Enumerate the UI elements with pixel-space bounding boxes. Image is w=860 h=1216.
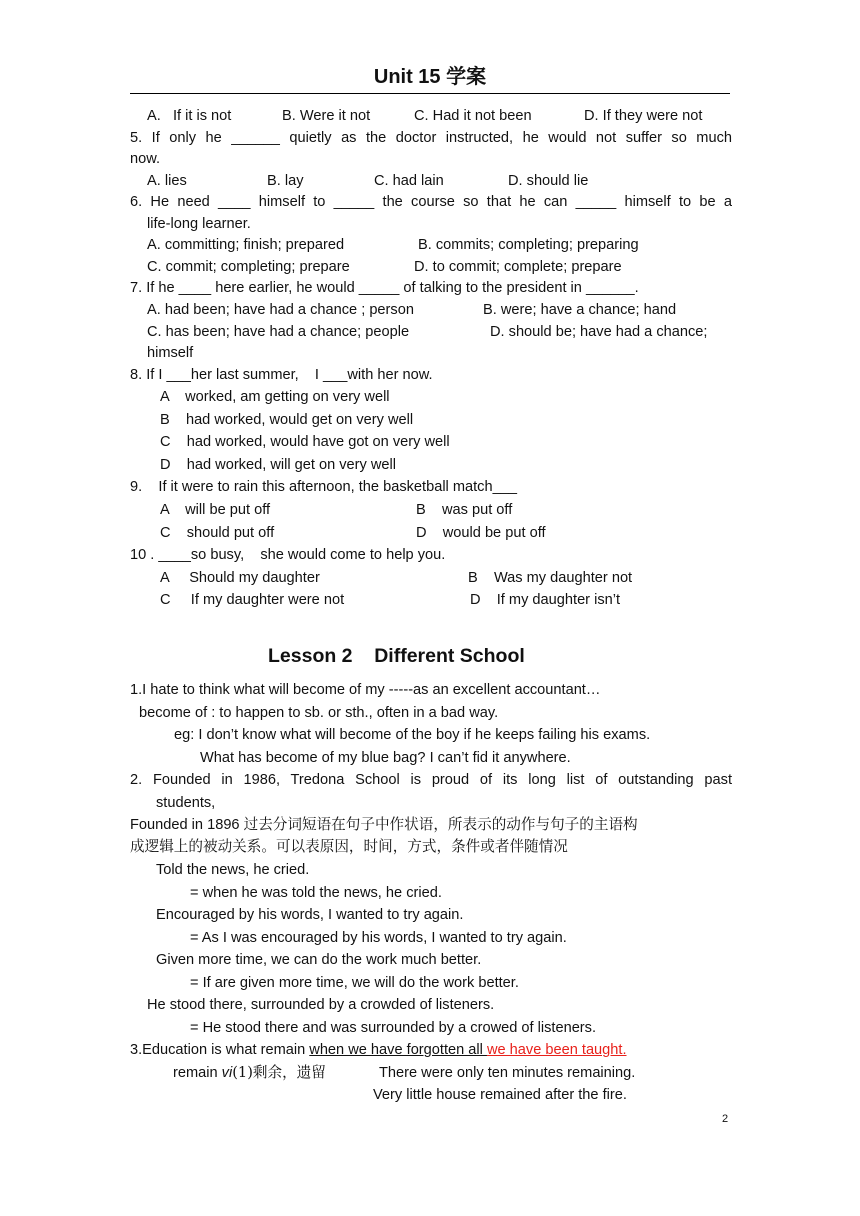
q10-stem: 10 . ____so busy, she would come to help you. — [130, 547, 446, 563]
example-1: Told the news, he cried. — [156, 862, 310, 878]
point-3-red-highlight: we have been taught. — [486, 1042, 627, 1058]
q9-stem: 9. If it were to rain this afternoon, the basketball match___ — [130, 479, 517, 495]
point-3-underlined: when we have forgotten all — [309, 1042, 487, 1058]
q9-option-a: A will be put off — [160, 502, 271, 518]
q5-option-a: A. lies — [147, 173, 187, 189]
lesson-point-1-example-1: eg: I don’t know what will become of the boy if he keeps failing his exams. — [174, 727, 651, 743]
example-4-rewrite: = He stood there and was surrounded by a crowed of listeners. — [190, 1020, 597, 1036]
lesson-point-2-note-line-1 — [130, 815, 638, 835]
q5-option-d: D. should lie — [508, 173, 589, 189]
lesson-point-3 — [130, 1040, 627, 1060]
header-rule — [130, 93, 730, 94]
example-2: Encouraged by his words, I wanted to try again. — [156, 907, 464, 923]
example-4: He stood there, surrounded by a crowded of listeners. — [147, 997, 495, 1013]
example-3: Given more time, we can do the work much better. — [156, 952, 482, 968]
remain-word: remain — [173, 1065, 222, 1081]
lesson-heading: Lesson 2 Different School — [268, 645, 525, 667]
q10-option-b: B Was my daughter not — [468, 570, 633, 586]
q10-option-d: D If my daughter isn’t — [470, 592, 621, 608]
q8-option-a: A worked, am getting on very well — [160, 389, 390, 405]
q7-option-d-cont: himself — [147, 345, 194, 361]
lesson-point-2: 2. Founded in 1986, Tredona School is proud of its long list of outstanding past — [130, 772, 732, 788]
q4-option-a: A. If it is not — [147, 108, 232, 124]
q8-option-c: C had worked, would have got on very well — [160, 434, 450, 450]
q4-option-b: B. Were it not — [282, 108, 371, 124]
lesson-point-1-definition: become of : to happen to sb. or sth., often in a bad way. — [139, 705, 499, 721]
q10-option-a: A Should my daughter — [160, 570, 320, 586]
q4-option-c: C. Had it not been — [414, 108, 532, 124]
example-1-rewrite: = when he was told the news, he cried. — [190, 885, 442, 901]
remain-definition — [173, 1063, 326, 1083]
note-english-part: Founded in 1896 — [130, 817, 244, 833]
q9-option-d: D would be put off — [416, 525, 546, 541]
q6-stem-cont: life-long learner. — [147, 216, 251, 232]
page-number: 2 — [722, 1113, 729, 1125]
q7-option-c: C. has been; have had a chance; people — [147, 324, 410, 340]
q5-option-b: B. lay — [267, 173, 304, 189]
q8-option-d: D had worked, will get on very well — [160, 457, 397, 473]
page-title: Unit 15 学案 — [373, 66, 487, 88]
q8-stem: 8. If I ___her last summer, I ___with her now. — [130, 367, 433, 383]
lesson-point-1-example-2: What has become of my blue bag? I can’t fid it anywhere. — [200, 750, 571, 766]
q5-stem: 5. If only he ______ quietly as the doctor instructed, he would not suffer so much — [130, 130, 732, 146]
lesson-point-2-note-line-2: 成逻辑上的被动关系。可以表原因，时间，方式，条件或者伴随情况 — [130, 838, 568, 855]
q8-option-b: B had worked, would get on very well — [160, 412, 414, 428]
q6-stem: 6. He need ____ himself to _____ the course so that he can _____ himself to be a — [130, 194, 732, 210]
q10-option-c: C If my daughter were not — [160, 592, 345, 608]
q6-option-b: B. commits; completing; preparing — [418, 237, 639, 253]
note-chinese-part: 过去分词短语在句子中作状语，所表示的动作与句子的主语构 — [243, 816, 638, 833]
q7-option-b: B. were; have a chance; hand — [483, 302, 677, 318]
q6-option-c: C. commit; completing; prepare — [147, 259, 350, 275]
q5-stem-cont: now. — [130, 151, 161, 167]
lesson-point-1: 1.I hate to think what will become of my -----as an excellent accountant… — [130, 682, 601, 698]
remain-part-of-speech: vi — [221, 1065, 233, 1081]
q5-option-c: C. had lain — [374, 173, 444, 189]
q7-option-a: A. had been; have had a chance ; person — [147, 302, 414, 318]
q4-option-d: D. If they were not — [584, 108, 703, 124]
q6-option-a: A. committing; finish; prepared — [147, 237, 345, 253]
example-2-rewrite: = As I was encouraged by his words, I wanted to try again. — [190, 930, 567, 946]
remain-meaning: (1)剩余，遗留 — [232, 1064, 326, 1081]
remain-example-1: There were only ten minutes remaining. — [379, 1065, 636, 1081]
lesson-point-2-cont: students, — [156, 795, 216, 811]
point-3-start: 3.Education is what remain — [130, 1042, 310, 1058]
q7-stem: 7. If he ____ here earlier, he would _____ of talking to the president in ______. — [130, 280, 639, 296]
q7-option-d: D. should be; have had a chance; — [490, 324, 708, 340]
example-3-rewrite: = If are given more time, we will do the work better. — [190, 975, 519, 991]
q9-option-c: C should put off — [160, 525, 275, 541]
remain-example-2: Very little house remained after the fire. — [373, 1087, 627, 1103]
q9-option-b: B was put off — [416, 502, 513, 518]
q6-option-d: D. to commit; complete; prepare — [414, 259, 622, 275]
